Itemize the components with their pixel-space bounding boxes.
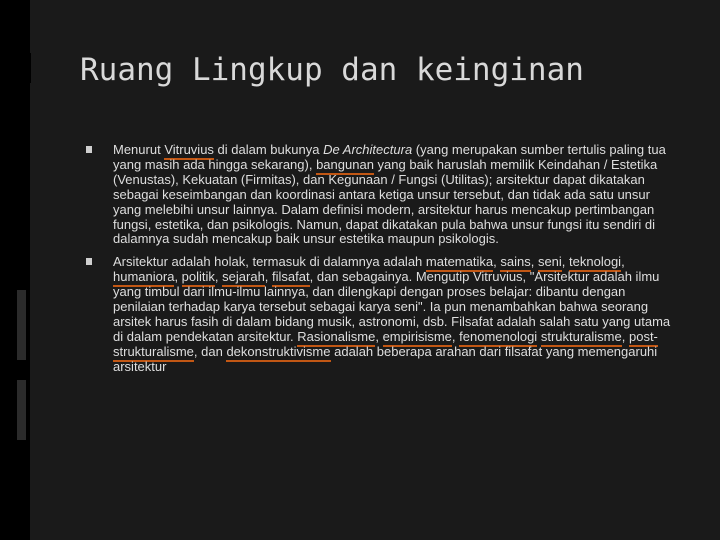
accent-bar-lower — [17, 290, 26, 360]
text-segment: Arsitektur adalah holak, termasuk di dalamnya adalah — [113, 254, 426, 270]
slide-title: Ruang Lingkup dan keinginan — [80, 52, 584, 88]
link-sains[interactable]: sains — [500, 254, 530, 272]
text-segment: Menurut — [113, 142, 165, 157]
bullet-text — [113, 255, 680, 374]
link-empirisisme[interactable]: empirisisme — [383, 329, 452, 347]
bullet-item — [86, 255, 680, 374]
text-segment: di dalam bukunya — [213, 142, 324, 157]
link-strukturalisme[interactable]: strukturalisme — [541, 329, 622, 347]
link-dekonstruktivisme[interactable]: dekonstruktivisme — [226, 344, 330, 362]
link-politik[interactable]: politik — [182, 269, 215, 287]
bullet-item — [86, 143, 680, 247]
link-matematika[interactable]: matematika — [426, 254, 493, 272]
link-rasionalisme[interactable]: Rasionalisme — [297, 329, 375, 347]
text-segment: , dan sebagainya. Mengutip Vitruvius, "Arsitektur adalah ilmu yang timbul dari ilmu-ilmu lainnya, dan dilengkapi dengan proses belajar: dibantu dengan penilaian terhadap karya tersebut sebagai karya seni". Ia pun menambahkan bahwa seorang arsitek harus fasih di dalam bidang musik, astronomi, dsb. Filsafat adalah salah satu yang utama di dalam pendekatan arsitektur. — [113, 269, 671, 344]
link-seni[interactable]: seni — [538, 254, 562, 272]
text-segment: , — [530, 254, 538, 270]
link-vitruvius[interactable]: Vitruvius — [164, 142, 214, 160]
link-teknologi[interactable]: teknologi — [569, 254, 621, 272]
text-segment: , — [375, 328, 383, 344]
link-post-strukturalisme[interactable]: post-strukturalisme — [113, 329, 658, 362]
link-filsafat[interactable]: filsafat — [272, 269, 310, 287]
text-segment: adalah beberapa arahan dari filsafat yang memengaruhi arsitektur — [113, 343, 658, 374]
accent-bar — [17, 53, 31, 83]
text-segment: , — [493, 254, 501, 270]
text-segment: (yang merupakan sumber tertulis paling tua yang masih ada hingga sekarang), — [113, 142, 666, 172]
link-bangunan[interactable]: bangunan — [316, 157, 374, 175]
bullet-text — [113, 143, 680, 247]
bullet-marker — [86, 146, 92, 153]
text-segment: , — [264, 269, 273, 285]
text-segment: , — [621, 254, 625, 270]
text-segment: , — [214, 269, 223, 285]
link-humaniora[interactable]: humaniora — [113, 269, 174, 287]
bullet-marker — [86, 258, 92, 265]
link-fenomenologi[interactable]: fenomenologi — [459, 329, 537, 347]
text-segment: , dan — [193, 343, 227, 359]
bullet-list — [86, 143, 680, 383]
text-segment: , — [451, 328, 460, 344]
link-sejarah[interactable]: sejarah — [222, 269, 265, 287]
text-segment: yang baik haruslah memilik Keindahan / Estetika (Venustas), Kekuatan (Firmitas), dan Kegunaan / Fungsi (Utilitas); arsitektur dapat dikatakan sebagai keseimbangan dan koordinasi antara ketiga unsur tersebut, dan tidak ada satu unsur yang melebihi unsur lainnya. Dalam definisi modern, arsitektur harus mencakup pertimbangan fungsi, estetika, dan psikologis. Namun, dapat dikatakan pula bahwa unsur fungsi itu sendiri di dalamnya sudah mencakup baik unsur estetika maupun psikologis. — [113, 156, 658, 247]
text-segment: , — [561, 254, 570, 270]
accent-bar-lower — [17, 380, 26, 440]
book-title: De Architectura — [323, 142, 413, 157]
text-segment: , — [621, 328, 629, 344]
text-segment: , — [174, 269, 182, 285]
